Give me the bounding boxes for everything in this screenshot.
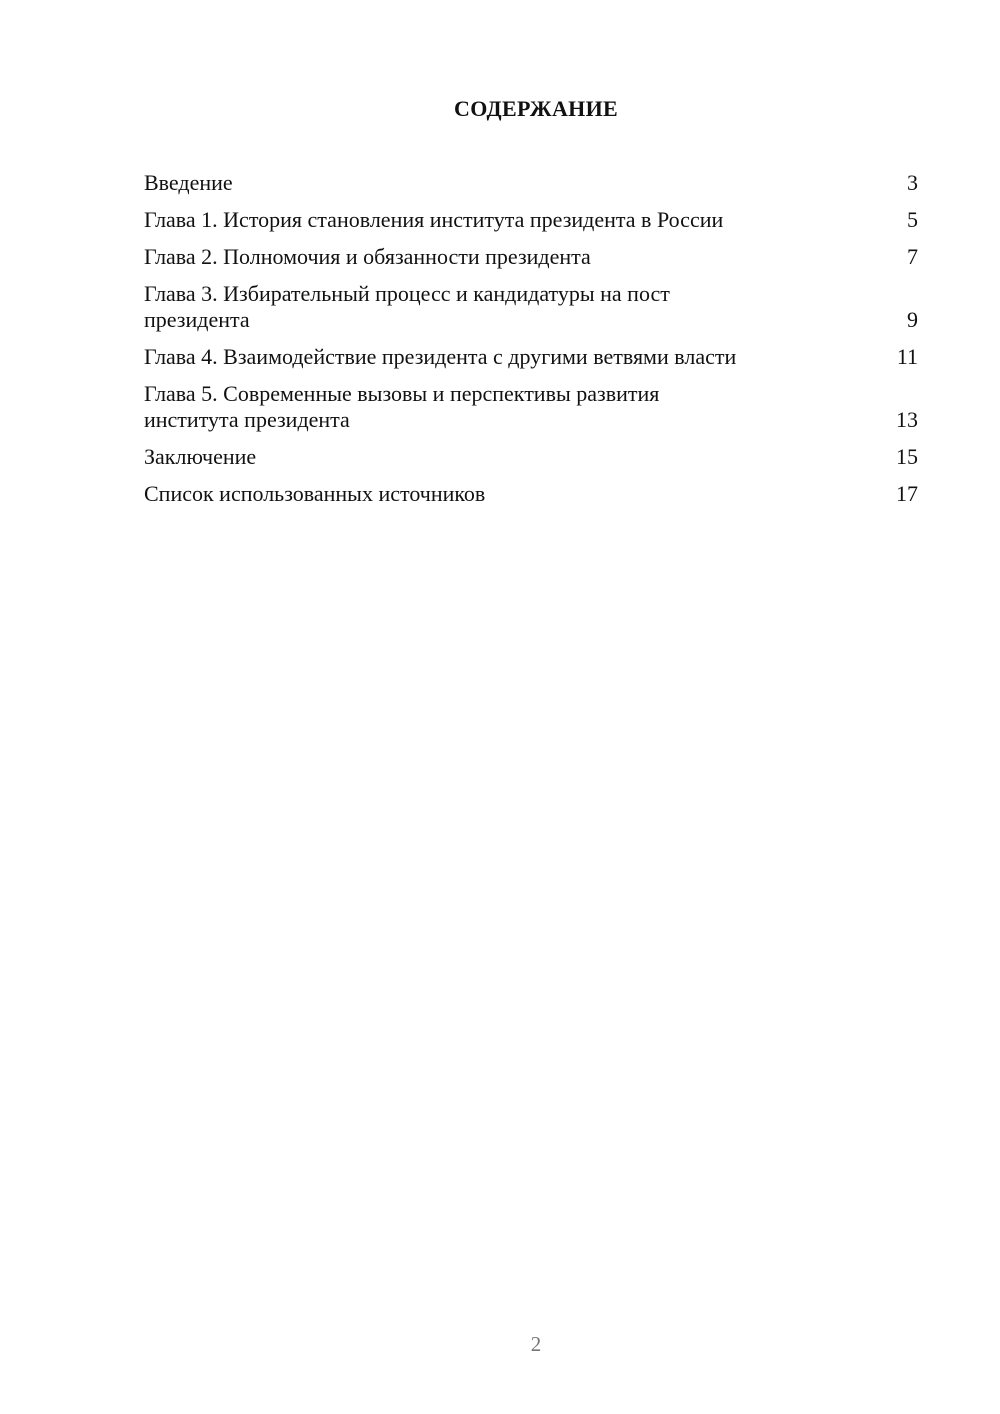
- toc-entry-label: [144, 207, 888, 233]
- toc-entry-page: 11: [896, 344, 918, 369]
- toc-entry-label-line: президента: [144, 307, 250, 332]
- toc-entry-page: 13: [896, 407, 918, 432]
- toc-entry-label: [144, 381, 888, 433]
- page-number: 2: [530, 1332, 542, 1356]
- toc-entry-chapter-2: [144, 244, 918, 270]
- toc-entry-page: 7: [907, 244, 918, 269]
- toc-entry-label-line: Глава 4. Взаимодействие президента с другими ветвями власти: [144, 344, 737, 369]
- toc-entry-label-line: Список использованных источников: [144, 481, 486, 506]
- toc-entry-conclusion: [144, 444, 918, 470]
- toc-entry-page: 5: [907, 207, 918, 232]
- toc-entry-label: [144, 481, 888, 507]
- toc-entry-page: 3: [907, 170, 918, 195]
- toc-entry-label-line: Глава 5. Современные вызовы и перспективы развития: [144, 381, 660, 406]
- toc-entry-page: 15: [896, 444, 918, 469]
- page-title: СОДЕРЖАНИЕ: [454, 96, 618, 121]
- toc-entry-references: [144, 481, 918, 507]
- toc-entry-label-line: Заключение: [144, 444, 257, 469]
- toc-entry-label-line: Глава 1. История становления института президента в России: [144, 207, 724, 232]
- toc-entry-label: [144, 344, 888, 370]
- toc-entry-label-line: Введение: [144, 170, 233, 195]
- table-of-contents: [144, 170, 918, 518]
- toc-entry-chapter-4: [144, 344, 918, 370]
- toc-entry-page: 9: [907, 307, 918, 332]
- toc-entry-chapter-1: [144, 207, 918, 233]
- toc-entry-chapter-5: [144, 381, 918, 433]
- toc-entry-label: [144, 444, 888, 470]
- toc-entry-label-line: Глава 3. Избирательный процесс и кандидатуры на пост: [144, 281, 670, 306]
- toc-entry-label: [144, 170, 888, 196]
- toc-entry-label-line: Глава 2. Полномочия и обязанности президента: [144, 244, 591, 269]
- toc-entry-page: 17: [896, 481, 918, 506]
- toc-entry-label-line: института президента: [144, 407, 350, 432]
- toc-entry-chapter-3: [144, 281, 918, 333]
- toc-entry-introduction: [144, 170, 918, 196]
- toc-entry-label: [144, 281, 888, 333]
- toc-entry-label: [144, 244, 888, 270]
